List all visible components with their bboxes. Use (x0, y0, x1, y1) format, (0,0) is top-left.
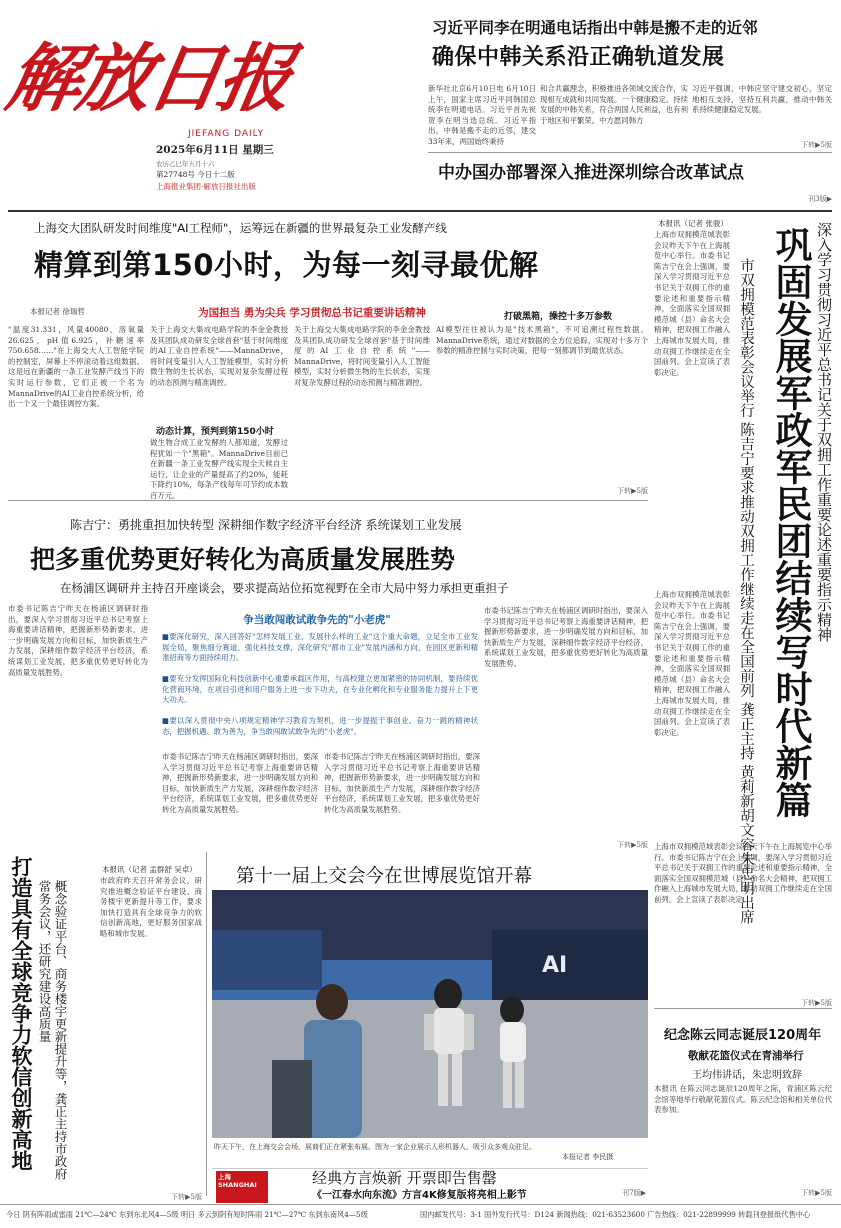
newspaper-pinyin: JIEFANG DAILY (188, 129, 264, 139)
chen-b1: ■要深化研究，深入回答好"怎样发展工业、发展什么样的工业"这个重大命题，立足全市工业发展全局，聚焦细分赛道、强化科技支撑，深化研究"都市工业"发展内涵和方向，在园区更新和精准招商等方面持续用力。 (162, 632, 478, 663)
weather: 今日 阴有阵雨或雷雨 21℃—24℃ 东到东北风4—5级 明日 多云到阴有短时阵雨 21℃—27℃ 东到东南风4—5级 (6, 1210, 368, 1219)
issue-number: 第27748号 今日十二版 (156, 170, 235, 179)
bus-headline: 打造具有全球竞争力软信创新高地 (9, 856, 33, 1171)
ai-col1: "温度31.331，风量40080，溶氧量26.625，pH值6.925，补糖速率750.658……"在上海交大人工智能学院的控制室，屏幕上不停滚动着这组数据。这是远在新疆的一条工业发酵产线当下的实时运行参数，它们正被一个名为MannaDrive的AI工业自控系统分析，给出一个又一个最佳调控方案。 (8, 325, 144, 409)
chen-tagline: 争当敢闯敢试敢争先的"小老虎" (243, 614, 391, 626)
bus-sub: 概念验证平台、商务楼宇更新提升等，龚正主持市政府常务会议，还研究建设高质量 (37, 880, 68, 1180)
expo-photo-svg (212, 890, 648, 1138)
mil-headline: 巩固发展军政军民团结续写时代新篇 (769, 226, 812, 818)
expo-credit: 本报记者 李民摄 (562, 1153, 614, 1161)
chen-b2: ■要充分发挥国际化科技创新中心重要承载区作用，与高校建立更加紧密的协同机制，要持续优化营商环境，在项目引进和用户服务上进一步下功夫，在专业化孵化和专业服务能力提升上下更大功夫。 (162, 674, 478, 705)
ai-kicker: 上海交大团队研发时间维度"AI工程师"，运筹远在新疆的世界最复杂工业发酵产线 (34, 221, 447, 235)
ai-more[interactable]: 下转▶5版 (617, 487, 648, 495)
chen-col1: 市委书记陈吉宁昨天在杨浦区调研时指出，要深入学习贯彻习近平总书记考察上海重要讲话精神，把握新形势新要求，进一步明确发展方向和目标，加快新质生产力发展，深耕细作数字经济平台经济，系统谋划工业发展，把多重优势更好转化为高质量发展胜势。 (8, 604, 148, 677)
mil-byline: 本报讯（记者 张骏） (658, 219, 728, 228)
ad-logo: 上海 SHANGHAI (218, 1173, 257, 1189)
lunar-date: 农历乙巳年五月十六 (156, 160, 215, 168)
ai-subhead-1: 动态计算，预判到第150小时 (156, 427, 274, 437)
chen-sub: 在杨浦区调研并主持召开座谈会，要求提高站位拓宽视野在全市大局中努力承担更重担子 (60, 581, 509, 595)
chen-b3: ■要以深入贯彻中央八项规定精神学习教育为契机，进一步提振干事创业、奋力一跳的精神状态，把握机遇、敢为善为，争当敢闯敢试敢争先的"小老虎"。 (162, 716, 478, 736)
mil-col2: 上海市双拥模范城表彰会议昨天下午在上海展览中心举行。市委书记陈吉宁在会上强调，要深入学习贯彻习近平总书记关于双拥工作的重要论述和重要指示精神，全面落实全国双拥模范城（县）命名大会精神，把双拥工作融入上海城市发展大局，推动双拥工作继续走在全国前列。会上宣读了表彰决定。 (654, 590, 730, 737)
header-divider (8, 210, 832, 212)
top-kicker: 习近平同李在明通电话指出中韩是搬不走的近邻 (432, 19, 758, 37)
top-text-b: 和合共赢理念，积极推进各领域交流合作，实现相互成就和共同发展。一个健康稳定、持续发展的中韩关系，符合两国人民利益，也有利于地区和平繁荣。中方愿同韩方 (540, 84, 688, 125)
mil-col: 上海市双拥模范城表彰会议昨天下午在上海展览中心举行。市委书记陈吉宁在会上强调，要深入学习贯彻习近平总书记关于双拥工作的重要论述和重要指示精神，全面落实全国双拥模范城（县）命名大会精神，把双拥工作融入上海城市发展大局，推动双拥工作继续走在全国前列。会上宣读了表彰决定。 (654, 230, 730, 377)
cmj-more[interactable]: 下转▶5版 (801, 1189, 832, 1197)
cmj-kicker: 纪念陈云同志诞辰120周年 (664, 1028, 822, 1043)
expo-headline: 第十一届上交会今在世博展览馆开幕 (236, 866, 533, 887)
bus-more[interactable]: 下转▶5版 (171, 1193, 202, 1201)
chen-kicker: 陈吉宁：勇挑重担加快转型 深耕细作数字经济平台经济 系统谋划工业发展 (70, 518, 462, 532)
top-text-c: 习近平强调，中韩应坚守建交初心，坚定地相互支持，坚持互利共赢，推动中韩关系持续健康稳定发展。 (692, 84, 832, 115)
newspaper-title: 解放日报 (0, 36, 296, 122)
top-text-a: 新华社北京6月10日电 6月10日上午，国家主席习近平同韩国总统李在明通电话。习近平首先祝贺李在明当选总统。习近平指出，中韩是搬不走的近邻，建交33年来，两国始终秉持 (428, 84, 536, 146)
chen-col3: 市委书记陈吉宁昨天在杨浦区调研时指出，要深入学习贯彻习近平总书记考察上海重要讲话精神，把握新形势新要求，进一步明确发展方向和目标，加快新质生产力发展，深耕细作数字经济平台经济，系统谋划工业发展，把多重优势更好转化为高质量发展胜势。 (324, 752, 480, 814)
ai-subhead-2: 打破黑箱，操控十多万参数 (504, 312, 613, 322)
ai-col3b: 关于上海交大集成电路学院的李金金教授及其团队成功研发全球首套"基于时间维度的AI工业自控系统"——MannaDrive，将时间变量引入人工智能模型，实时分析微生物的生长状态，实现对复杂发酵过程的动态预测与精准调控。 (294, 325, 430, 387)
expo-caption: 昨天下午，在上海交会会场，展商们正在紧张布展。图为一家企业展示人形机器人，吸引众多观众驻足。 (214, 1143, 536, 1151)
bus-byline: 本报讯（记者 孟群舒 吴卓） (102, 865, 197, 874)
issue-info (156, 142, 328, 194)
ai-byline: 本报记者 徐瑞哲 (30, 307, 85, 316)
cmj-text: 本报讯 在陈云同志诞辰120周年之际，青浦区陈云纪念馆等地举行敬献花篮仪式。陈云纪念馆和相关单位代表参加。 (654, 1084, 832, 1115)
cmj-sub1: 敬献花篮仪式在青浦举行 (688, 1050, 804, 1062)
mil-more[interactable]: 下转▶5版 (801, 999, 832, 1007)
chen-more[interactable]: 下转▶5版 (617, 841, 648, 849)
expo-photo (212, 890, 648, 1138)
ai-col2: 关于上海交大集成电路学院的李金金教授及其团队成功研发全球首套"基于时间维度的AI工业自控系统"——MannaDrive，将时间变量引入人工智能模型，实时分析微生物的生长状态，实现对复杂发酵过程的动态预测与精准调控。 (150, 325, 288, 387)
ad-headline: 经典方言焕新 开票即告售罄 (312, 1169, 497, 1187)
shenzhen-more[interactable]: 刊3版▶ (808, 195, 832, 203)
ai-tagline: 为国担当 勇为尖兵 学习贯彻总书记重要讲话精神 (198, 307, 426, 319)
svg-text:AI: AI (542, 953, 568, 978)
ad-page[interactable]: 刊7版▶ (622, 1189, 646, 1197)
publisher: 上海报业集团·解放日报社出版 (156, 182, 256, 191)
issue-date: 2025年6月11日 星期三 (156, 144, 274, 156)
mil-vertical-kicker: 深入学习贯彻习近平总书记关于双拥工作重要论述重要指示精神 (815, 222, 833, 642)
divider (8, 500, 648, 501)
top-more[interactable]: 下转▶5版 (801, 141, 832, 149)
ai-col3: 做生物合成工业发酵的人都知道，发酵过程犹如一个"黑箱"。MannaDrive目前已在新疆一条工业发酵产线实现全天候自主运行，让企业的产量提高了约20%，能耗下降约10%，每条产线每年可节约成本数百万元。 (150, 438, 288, 500)
chen-headline: 把多重优势更好转化为高质量发展胜势 (30, 545, 456, 574)
cmj-sub2: 王均伟讲话，朱忠明致辞 (692, 1070, 802, 1081)
mil-bottom: 上海市双拥模范城表彰会议昨天下午在上海展览中心举行。市委书记陈吉宁在会上强调，要深入学习贯彻习近平总书记关于双拥工作的重要论述和重要指示精神，全面落实全国双拥模范城（县）命名大会精神，把双拥工作融入上海城市发展大局，推动双拥工作继续走在全国前列。会上宣读了表彰决定。 (654, 842, 832, 904)
footer-contact: 国内邮发代号：3-1 国外发行代号：D124 新闻热线：021-63523600 广告热线：021-22899999 转载刊登报纸代售中心 (420, 1210, 811, 1219)
bus-col: 市政府昨天召开常务会议，研究推进概念验证平台建设、商务楼宇更新提升等工作，要求加快打造具有全球竞争力的软信创新高地，更好服务国家战略和城市发展。 (100, 876, 202, 938)
divider (654, 1008, 832, 1009)
ad-sub: 《一江春水向东流》方言4K修复版将亮相上影节 (312, 1190, 527, 1201)
ai-col4: AI模型往往被认为是"技术黑箱"，不可追溯过程性数据。MannaDrive系统，通过对数据的全方位追踪，实现对十多万个参数的精准控制与实时决策，把每一刻都调节到最优状态。 (436, 325, 648, 356)
ai-headline: 精算到第150小时，为每一刻寻最优解 (34, 248, 539, 282)
divider (206, 852, 207, 1196)
chen-col2: 市委书记陈吉宁昨天在杨浦区调研时指出，要深入学习贯彻习近平总书记考察上海重要讲话精神，把握新形势新要求，进一步明确发展方向和目标，加快新质生产力发展，深耕细作数字经济平台经济，系统谋划工业发展，把多重优势更好转化为高质量发展胜势。 (162, 752, 318, 814)
divider (428, 152, 832, 153)
shenzhen-headline: 中办国办部署深入推进深圳综合改革试点 (438, 163, 744, 183)
mil-sub: 市双拥模范表彰会议举行 陈吉宁要求推动双拥工作继续走在全国前列 龚正主持 黄莉新胡文容朱忠明出席 (738, 258, 754, 925)
chen-col4: 市委书记陈吉宁昨天在杨浦区调研时指出，要深入学习贯彻习近平总书记考察上海重要讲话精神，把握新形势新要求，进一步明确发展方向和目标，加快新质生产力发展，深耕细作数字经济平台经济，系统谋划工业发展，把多重优势更好转化为高质量发展胜势。 (484, 606, 648, 668)
top-headline: 确保中韩关系沿正确轨道发展 (432, 45, 725, 70)
